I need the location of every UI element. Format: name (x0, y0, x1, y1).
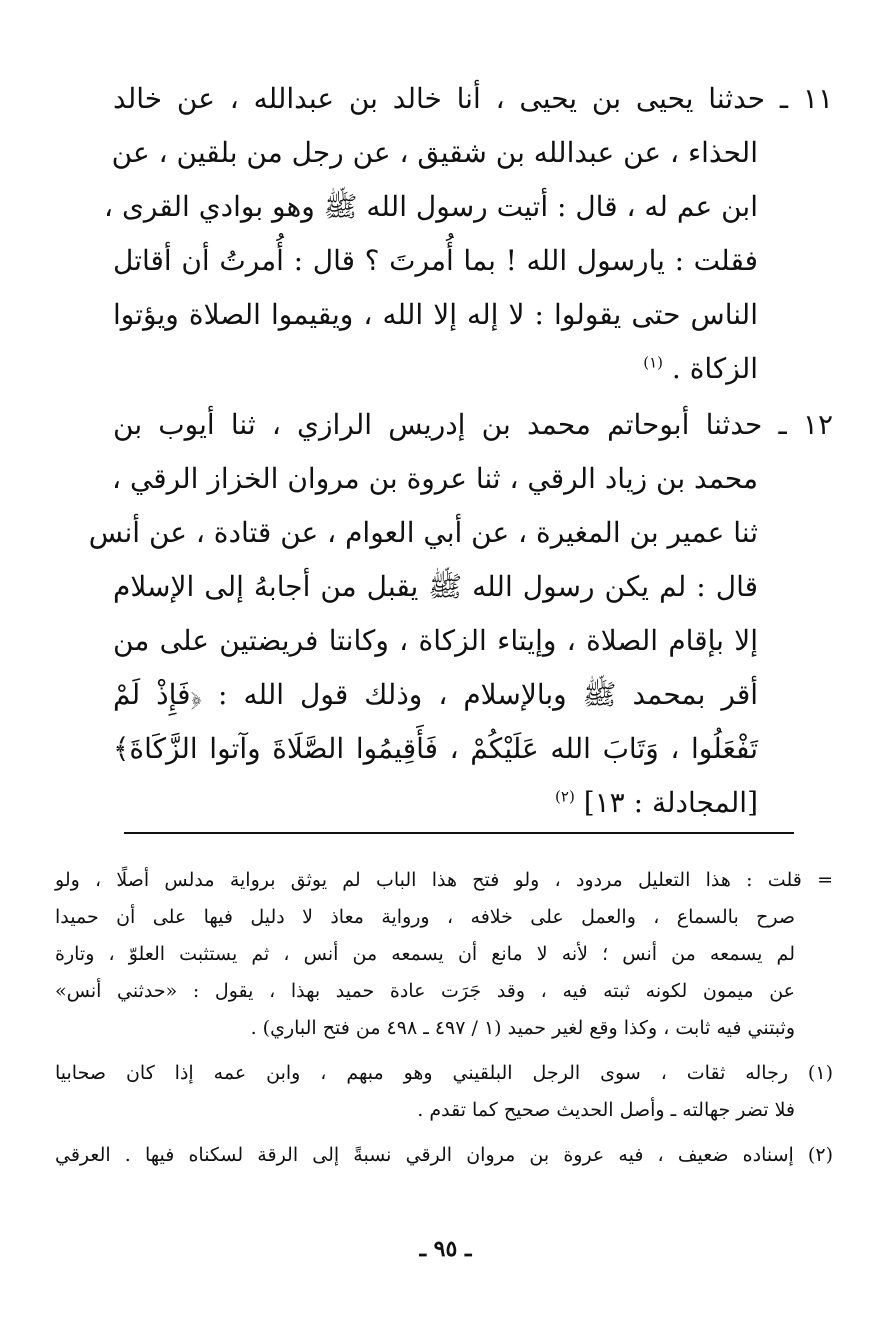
footnote-ref-1[interactable]: (١) (643, 353, 663, 372)
footnote-ref-2[interactable]: (٢) (555, 787, 575, 806)
hadith-11-line-2: الحذاء ، عن عبدالله بن شقيق ، عن رجل من بلقين ، عن (111, 136, 758, 169)
hadith-12 (88, 398, 833, 830)
hadith-11-line-6 (113, 342, 833, 396)
footnote-continuation-line-1: = قلت : هذا التعليل مردود ، ولو فتح هذا الباب لم يوثق برواية مدلس أصلًا ، ولو (55, 869, 833, 891)
footnote-continuation-line-4: عن ميمون لكونه ثبته فيه ، وقد جَرَت عادة حميد بهذا ، يقول : «حدثني أنس» (55, 980, 795, 1002)
page-number: ـ ٩٥ ـ (419, 1236, 472, 1262)
footnote-1-line-1: (١) رجاله ثقات ، سوى الرجل البلقيني وهو مبهم ، وابن عمه إذا كان صحابيا (55, 1062, 833, 1084)
hadith-12-line-1: ١٢ ـ حدثنا أبوحاتم محمد بن إدريس الرازي ، ثنا أيوب بن (113, 408, 833, 441)
footnote-divider (124, 832, 794, 834)
footnote-1-line-2: فلا تضر جهالته ـ وأصل الحديث صحيح كما تقدم . (417, 1099, 795, 1121)
hadith-11-line-3: ابن عم له ، قال : أتيت رسول الله ﷺ وهو بوادي القرى ، (104, 190, 758, 223)
footnote-2-line-1: (٢) إسناده ضعيف ، فيه عروة بن مروان الرقي نسبةً إلى الرقة لسكناه فيها . العرقي (55, 1144, 833, 1166)
hadith-12-line-4: قال : لم يكن رسول الله ﷺ يقبل من أجابهُ إلى الإسلام (113, 570, 758, 603)
hadith-11-line-1: ١١ ـ حدثنا يحيى بن يحيى ، أنا خالد بن عبدالله ، عن خالد (113, 82, 833, 115)
hadith-12-line-2: محمد بن زياد الرقي ، ثنا عروة بن مروان الخزاز الرقي ، (112, 462, 758, 495)
footnote-spacer (55, 1129, 833, 1137)
footnote-continuation-line-5: وثبتني فيه ثابت ، وكذا وقع لغير حميد (١ / ٤٩٧ ـ ٤٩٨ من فتح الباري) . (250, 1017, 795, 1039)
hadith-12-line-6: أقر بمحمد ﷺ وبالإسلام ، وذلك قول الله : ﴿فَإِذْ لَمْ (113, 678, 758, 711)
footnote-continuation-line-2: صرح بالسماع ، والعمل على خلافه ، ورواية معاذ لا دليل فيها على أن حميدا (55, 906, 795, 928)
hadith-12-line-5: إلا بإقام الصلاة ، وإيتاء الزكاة ، وكانتا فريضتين على من (113, 624, 758, 657)
hadith-11 (104, 72, 833, 396)
footnotes (55, 862, 833, 1174)
hadith-12-line-3: ثنا عمير بن المغيرة ، عن أبي العوام ، عن قتادة ، عن أنس (88, 516, 758, 549)
hadith-11-line-4: فقلت : يارسول الله ! بما أُمرتَ ؟ قال : أُمرتُ أن أقاتل (113, 244, 758, 277)
footnote-spacer (55, 1047, 833, 1055)
footnote-continuation-line-3: لم يسمعه من أنس ؛ لأنه لا مانع أن يسمعه من أنس ، ثم يستثبت العلوّ ، وتارة (55, 943, 795, 965)
hadith-11-line-6-text: الزكاة . (671, 352, 758, 385)
hadith-12-line-8-text: [المجادلة : ١٣] (583, 786, 758, 819)
hadith-12-line-7: تَفْعَلُوا ، وَتَابَ الله عَلَيْكُمْ ، فَأَقِيمُوا الصَّلَاةَ وآتوا الزَّكَاةَ﴾ (113, 732, 758, 765)
hadith-12-line-8 (113, 776, 833, 830)
hadith-11-line-5: الناس حتى يقولوا : لا إله إلا الله ، ويقيموا الصلاة ويؤتوا (113, 298, 758, 331)
